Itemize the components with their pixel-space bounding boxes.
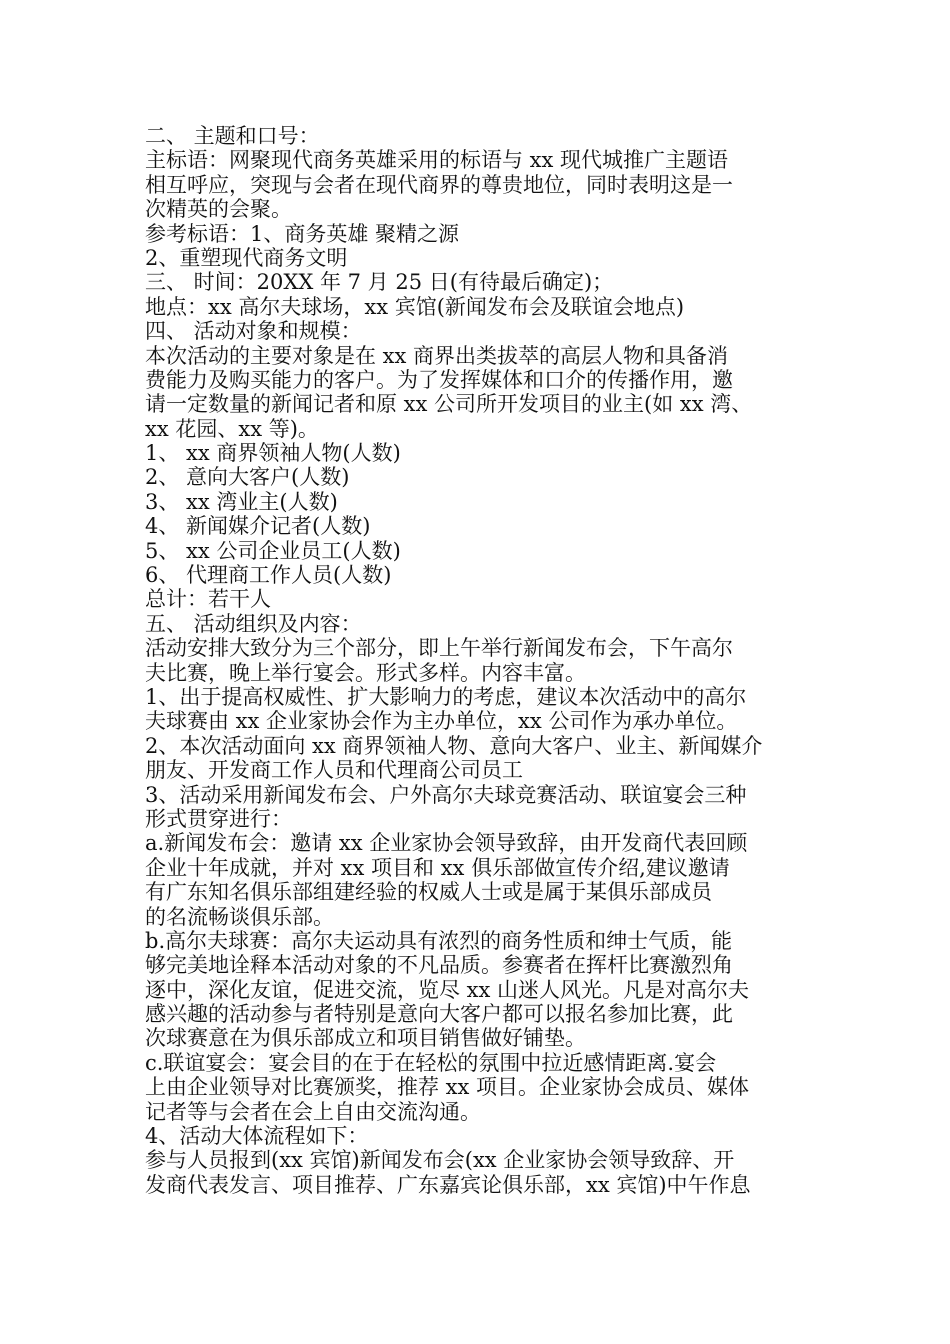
list-item: 5、 xx 公司企业员工(人数): [145, 538, 401, 563]
text-line: 夫比赛，晚上举行宴会。形式多样。内容丰富。: [145, 660, 586, 685]
text-line: 感兴趣的活动参与者特别是意向大客户都可以报名参加比赛，此: [145, 1002, 733, 1027]
text-line: 主标语：网聚现代商务英雄采用的标语与 xx 现代城推广主题语: [145, 148, 729, 173]
text-line: 参考标语：1、商务英雄 聚精之源: [145, 221, 460, 246]
text-line: 的名流畅谈俱乐部。: [145, 904, 334, 929]
text-line: 相互呼应，突现与会者在现代商界的尊贵地位，同时表明这是一: [145, 172, 733, 197]
section-heading-theme: 二、 主题和口号：: [145, 124, 320, 148]
text-line: 发商代表发言、项目推荐、广东嘉宾论俱乐部，xx 宾馆)中午作息: [145, 1172, 751, 1197]
text-line: 形式贯穿进行：: [145, 806, 292, 831]
section-heading-organization: 五、 活动组织及内容：: [145, 611, 362, 636]
text-line: 4、活动大体流程如下：: [145, 1124, 369, 1149]
text-line: 本次活动的主要对象是在 xx 商界出类拔萃的高层人物和具备消: [145, 343, 729, 368]
text-line: a.新闻发布会：邀请 xx 企业家协会领导致辞，由开发商代表回顾: [145, 831, 748, 856]
text-line: 总计：若干人: [145, 587, 271, 612]
list-item: 2、 意向大客户(人数): [145, 465, 350, 490]
text-line: 朋友、开发商工作人员和代理商公司员工: [145, 758, 523, 783]
section-heading-audience: 四、 活动对象和规模：: [145, 319, 362, 344]
text-line: 费能力及购买能力的客户。为了发挥媒体和口介的传播作用，邀: [145, 367, 733, 392]
text-line: c.联谊宴会：宴会目的在于在轻松的氛围中拉近感情距离.宴会: [145, 1050, 717, 1075]
document-body: [145, 124, 815, 1197]
text-line: 地点：xx 高尔夫球场，xx 宾馆(新闻发布会及联谊会地点): [145, 294, 685, 319]
list-item: 3、 xx 湾业主(人数): [145, 489, 338, 514]
text-line: xx 花园、xx 等)。: [145, 416, 319, 441]
text-line: 有广东知名俱乐部组建经验的权威人士或是属于某俱乐部成员: [145, 880, 712, 905]
text-line: 记者等与会者在会上自由交流沟通。: [145, 1099, 481, 1124]
text-line: 逐中，深化友谊，促进交流，览尽 xx 山迷人风光。凡是对高尔夫: [145, 977, 750, 1002]
list-item: 4、 新闻媒介记者(人数): [145, 514, 371, 539]
list-item: 1、 xx 商界领袖人物(人数): [145, 441, 401, 466]
text-line: b.高尔夫球赛：高尔夫运动具有浓烈的商务性质和绅士气质，能: [145, 928, 733, 953]
text-line: 够完美地诠释本活动对象的不凡品质。参赛者在挥杆比赛激烈角: [145, 953, 733, 978]
text-line: 参与人员报到(xx 宾馆)新闻发布会(xx 企业家协会领导致辞、开: [145, 1148, 735, 1173]
text-line: 3、活动采用新闻发布会、户外高尔夫球竞赛活动、联谊宴会三种: [145, 782, 747, 807]
text-line: 企业十年成就，并对 xx 项目和 xx 俱乐部做宣传介绍,建议邀请: [145, 855, 730, 880]
text-line: 2、重塑现代商务文明: [145, 245, 348, 270]
text-line: 请一定数量的新闻记者和原 xx 公司所开发项目的业主(如 xx 湾、: [145, 392, 753, 417]
text-line: 2、本次活动面向 xx 商界领袖人物、意向大客户、业主、新闻媒介: [145, 733, 763, 758]
text-line: 夫球赛由 xx 企业家协会作为主办单位，xx 公司作为承办单位。: [145, 709, 738, 734]
text-line: 次球赛意在为俱乐部成立和项目销售做好铺垫。: [145, 1026, 586, 1051]
text-line: 次精英的会聚。: [145, 197, 292, 222]
list-item: 6、 代理商工作人员(人数): [145, 563, 392, 588]
text-line: 上由企业领导对比赛颁奖，推荐 xx 项目。企业家协会成员、媒体: [145, 1075, 750, 1100]
text-line: 活动安排大致分为三个部分，即上午举行新闻发布会，下午高尔: [145, 636, 733, 661]
text-line: 1、出于提高权威性、扩大影响力的考虑，建议本次活动中的高尔: [145, 684, 747, 709]
section-heading-time: 三、 时间：20XX 年 7 月 25 日(有待最后确定)；: [145, 270, 614, 295]
